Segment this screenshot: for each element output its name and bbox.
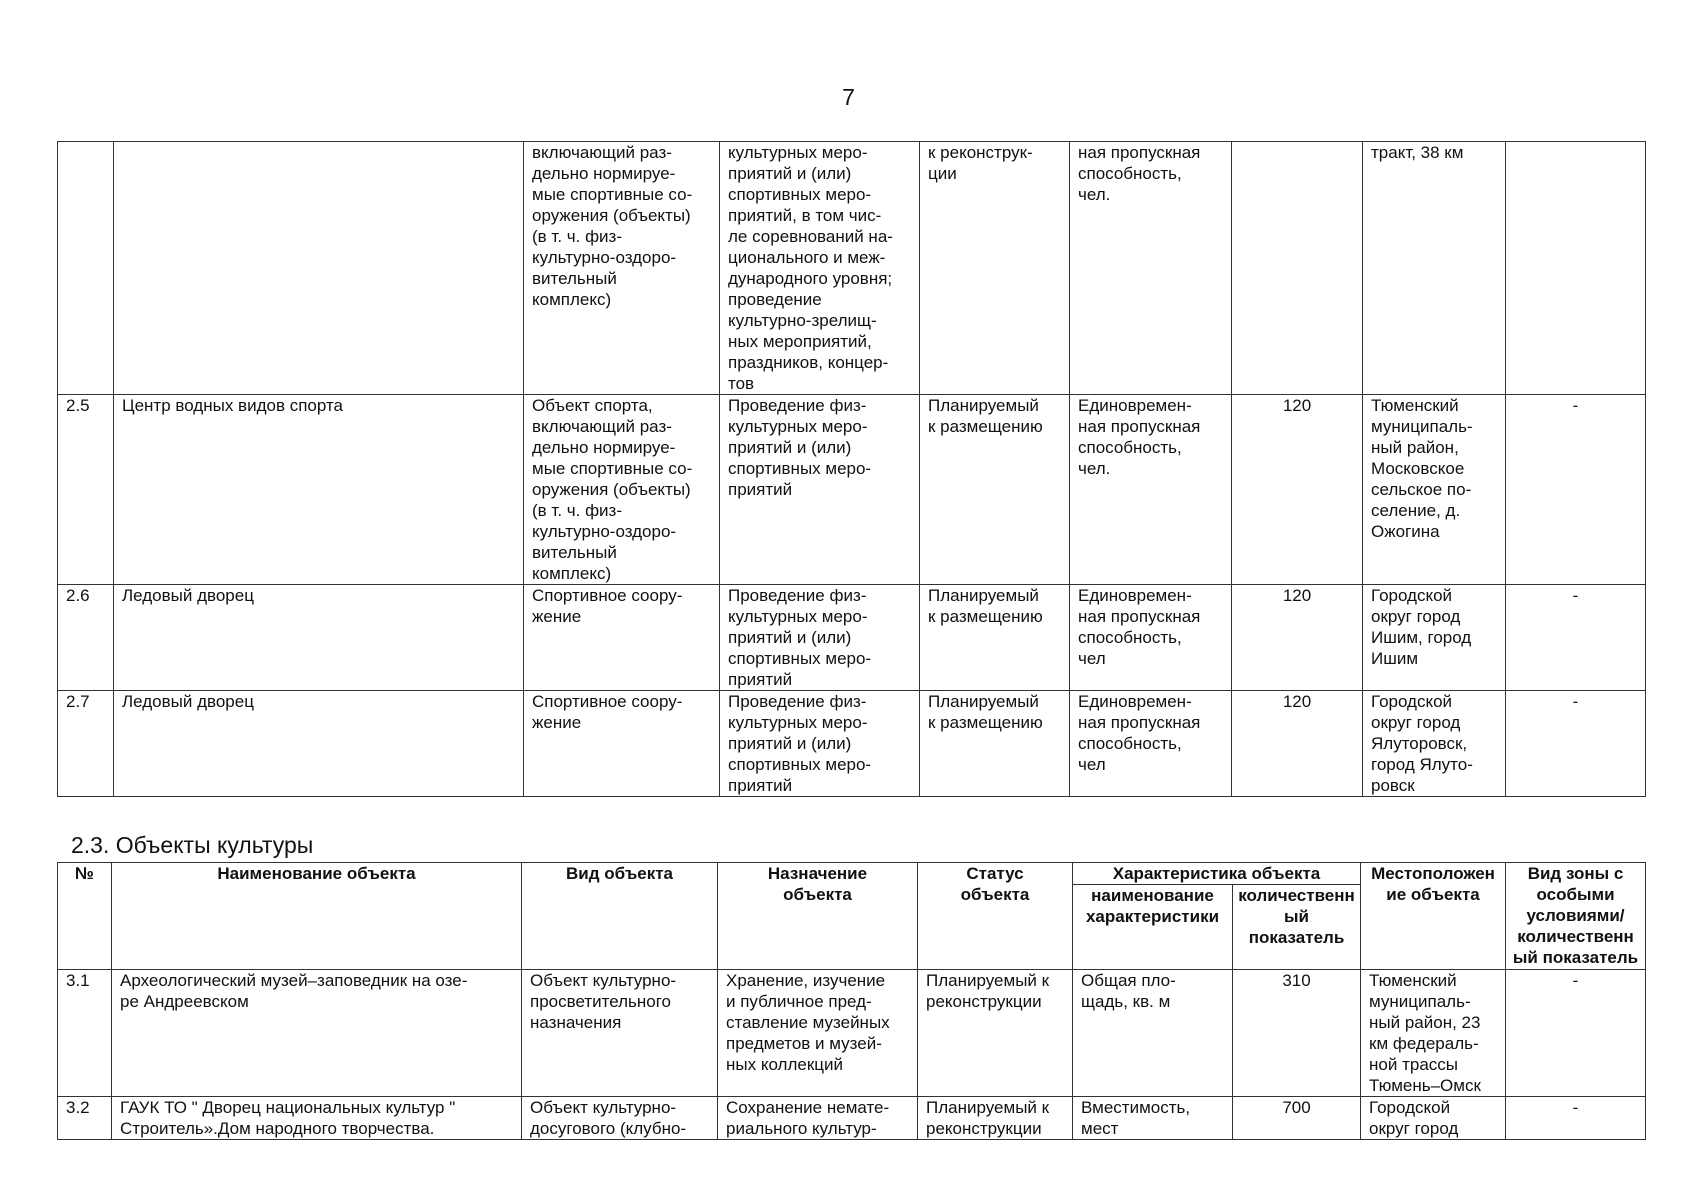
header-char-name: наименование характеристики bbox=[1073, 885, 1233, 970]
cell-location: Городской округ город bbox=[1361, 1097, 1506, 1140]
cell-char-name: Общая пло- щадь, кв. м bbox=[1073, 970, 1233, 1097]
cell-num: 3.2 bbox=[58, 1097, 112, 1140]
header-num: № bbox=[58, 863, 112, 970]
cell-name: Ледовый дворец bbox=[114, 691, 524, 797]
page-number: 7 bbox=[842, 84, 855, 110]
cell-char-value: 120 bbox=[1232, 395, 1363, 585]
cell-char-value: 120 bbox=[1232, 585, 1363, 691]
cell-num: 2.6 bbox=[58, 585, 114, 691]
cell-num: 3.1 bbox=[58, 970, 112, 1097]
header-name: Наименование объекта bbox=[112, 863, 522, 970]
cell-type: Спортивное соору- жение bbox=[524, 585, 720, 691]
cell-char-value bbox=[1232, 142, 1363, 395]
section-title: 2.3. Объекты культуры bbox=[71, 832, 314, 858]
cell-status: Планируемый к реконструкции bbox=[918, 970, 1073, 1097]
culture-objects-table bbox=[57, 862, 1646, 1140]
header-zone: Вид зоны с особыми условиями/ количественн ый показатель bbox=[1506, 863, 1646, 970]
cell-type: Объект культурно- просветительного назначения bbox=[522, 970, 718, 1097]
cell-char-value: 120 bbox=[1232, 691, 1363, 797]
cell-num bbox=[58, 142, 114, 395]
cell-zone: - bbox=[1506, 691, 1646, 797]
cell-type: Спортивное соору- жение bbox=[524, 691, 720, 797]
cell-location: Городской округ город Ишим, город Ишим bbox=[1363, 585, 1506, 691]
cell-status: Планируемый к размещению bbox=[920, 395, 1070, 585]
cell-purpose: Проведение физ- культурных меро- приятий и (или) спортивных меро- приятий bbox=[720, 395, 920, 585]
cell-zone: - bbox=[1506, 1097, 1646, 1140]
cell-location: тракт, 38 км bbox=[1363, 142, 1506, 395]
cell-char-value: 700 bbox=[1233, 1097, 1361, 1140]
sports-objects-table bbox=[57, 141, 1646, 797]
table-row bbox=[58, 585, 1646, 691]
header-characteristic: Характеристика объекта bbox=[1073, 863, 1361, 885]
table-row bbox=[58, 142, 1646, 395]
cell-location: Тюменский муниципаль- ный район, 23 км федераль- ной трассы Тюмень–Омск bbox=[1361, 970, 1506, 1097]
cell-purpose: Проведение физ- культурных меро- приятий и (или) спортивных меро- приятий bbox=[720, 585, 920, 691]
cell-name: ГАУК ТО " Дворец национальных культур " Строитель».Дом народного творчества. bbox=[112, 1097, 522, 1140]
cell-name: Ледовый дворец bbox=[114, 585, 524, 691]
header-purpose: Назначение объекта bbox=[718, 863, 918, 970]
cell-char-name: Вместимость, мест bbox=[1073, 1097, 1233, 1140]
cell-status: Планируемый к реконструкции bbox=[918, 1097, 1073, 1140]
table-row bbox=[58, 691, 1646, 797]
cell-purpose: Хранение, изучение и публичное пред- ставление музейных предметов и музей- ных коллекций bbox=[718, 970, 918, 1097]
cell-zone: - bbox=[1506, 970, 1646, 1097]
cell-char-name: ная пропускная способность, чел. bbox=[1070, 142, 1232, 395]
cell-type: Объект спорта, включающий раз- дельно нормируе- мые спортивные со- оружения (объекты) (в т. ч. физ- культурно-оздоро- вительный комплекс) bbox=[524, 395, 720, 585]
cell-zone bbox=[1506, 142, 1646, 395]
cell-name: Археологический музей–заповедник на озе- ре Андреевском bbox=[112, 970, 522, 1097]
header-type: Вид объекта bbox=[522, 863, 718, 970]
cell-zone: - bbox=[1506, 585, 1646, 691]
cell-purpose: Сохранение немате- риального культур- bbox=[718, 1097, 918, 1140]
header-status: Статус объекта bbox=[918, 863, 1073, 970]
cell-location: Тюменский муниципаль- ный район, Московское сельское по- селение, д. Ожогина bbox=[1363, 395, 1506, 585]
table-row bbox=[58, 970, 1646, 1097]
cell-type: Объект культурно- досугового (клубно- bbox=[522, 1097, 718, 1140]
cell-num: 2.5 bbox=[58, 395, 114, 585]
cell-location: Городской округ город Ялуторовск, город Ялуто- ровск bbox=[1363, 691, 1506, 797]
header-row bbox=[58, 863, 1646, 885]
table-row bbox=[58, 1097, 1646, 1140]
cell-char-name: Единовремен- ная пропускная способность, чел. bbox=[1070, 395, 1232, 585]
cell-status: Планируемый к размещению bbox=[920, 691, 1070, 797]
cell-zone: - bbox=[1506, 395, 1646, 585]
cell-status: Планируемый к размещению bbox=[920, 585, 1070, 691]
cell-char-value: 310 bbox=[1233, 970, 1361, 1097]
header-char-value: количественн ый показатель bbox=[1233, 885, 1361, 970]
cell-purpose: Проведение физ- культурных меро- приятий и (или) спортивных меро- приятий bbox=[720, 691, 920, 797]
cell-num: 2.7 bbox=[58, 691, 114, 797]
table-row bbox=[58, 395, 1646, 585]
cell-type: включающий раз- дельно нормируе- мые спортивные со- оружения (объекты) (в т. ч. физ- культурно-оздоро- вительный комплекс) bbox=[524, 142, 720, 395]
cell-status: к реконструк- ции bbox=[920, 142, 1070, 395]
header-location: Местоположен ие объекта bbox=[1361, 863, 1506, 970]
cell-name bbox=[114, 142, 524, 395]
cell-name: Центр водных видов спорта bbox=[114, 395, 524, 585]
cell-char-name: Единовремен- ная пропускная способность, чел bbox=[1070, 691, 1232, 797]
cell-char-name: Единовремен- ная пропускная способность, чел bbox=[1070, 585, 1232, 691]
cell-purpose: культурных меро- приятий и (или) спортивных меро- приятий, в том чис- ле соревнований на- ционального и меж- дународного уровня; проведение культурно-зрелищ- ных мероприятий, праздников, концер- тов bbox=[720, 142, 920, 395]
